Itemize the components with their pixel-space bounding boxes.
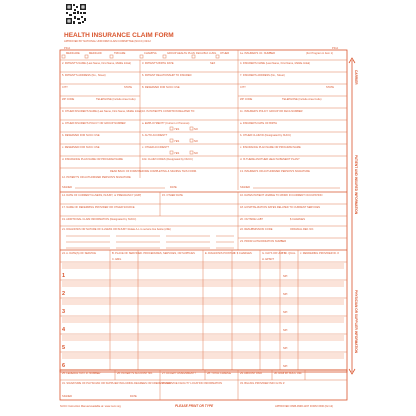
field-19: 19. ADDITIONAL CLAIM INFORMATION (Designated by NUCC) [62,218,137,221]
field-9: 9. OTHER INSURED'S NAME (Last Name, First Name, Middle Initial) [62,110,142,113]
physician-side-label: PHYSICIAN OR SUPPLIER INFORMATION [354,290,358,353]
approval-note: APPROVED BY NATIONAL UNIFORM CLAIM COMMITTEE (NUCC) 02/12 [64,40,151,43]
city-label-right: CITY [240,86,246,89]
field-27: 27. ACCEPT ASSIGNMENT? [162,372,196,375]
col-24a: 24. A. DATE(S) OF SERVICE [62,252,96,255]
npi-label: NPI [283,311,288,314]
signed-left: SIGNED [62,186,72,189]
field-3-sex: SEX [210,62,216,65]
field-15: 15. OTHER DATE [162,194,183,197]
field-11c: c. INSURANCE PLAN NAME OR PROGRAM NAME [240,146,301,149]
col-24c: C. EMG [112,258,122,261]
svg-text:MEDICARE: MEDICARE [66,52,80,55]
field-20: 20. OUTSIDE LAB? [240,218,263,221]
yes-10b: YES [174,140,180,143]
field-10: 10. IS PATIENT'S CONDITION RELATED TO: [142,110,196,113]
field-22-ref: ORIGINAL REF. NO. [290,228,314,231]
qr-code [66,4,86,24]
field-22: 22. RESUBMISSION CODE [240,228,273,231]
footer-right: APPROVED OMB-0938-1197 FORM 1500 (02-12) [275,405,334,408]
field-9a: a. OTHER INSURED'S POLICY OR GROUP NUMBER [62,122,126,125]
zip-label-left: ZIP CODE [62,98,75,101]
field-10b: b. AUTO ACCIDENT? [142,134,168,137]
read-back-note: READ BACK OF FORM BEFORE COMPLETING & SIGNING THIS FORM. [110,170,197,173]
line-number: 5 [62,345,66,351]
state-label-right: STATE [326,86,334,89]
carrier-label: CARRIER [354,70,358,85]
col-24f: F. $ CHARGES [234,252,252,255]
field-17: 17. NAME OF REFERRING PROVIDER OR OTHER SOURCE [62,206,135,209]
svg-text:CHAMPVA: CHAMPVA [144,52,157,55]
field-3: 3. PATIENT'S BIRTH DATE [142,62,174,65]
npi-label: NPI [283,293,288,296]
line-number: 6 [62,363,66,369]
yes-10a: YES [174,128,180,131]
service-lines [60,250,347,370]
npi-label: NPI [283,275,288,278]
form-title: HEALTH INSURANCE CLAIM FORM [64,32,174,39]
svg-text:TRICARE: TRICARE [114,52,126,55]
no-10b: NO [194,140,198,143]
field-2: 2. PATIENT'S NAME (Last Name, First Name, Middle Initial) [62,62,131,65]
program-checkboxes [62,51,229,58]
field-18: 18. HOSPITALIZATION DATES RELATED TO CURRENT SERVICES [240,206,321,209]
footer-left: NUCC Instruction Manual available at: www.nucc.org [60,405,121,408]
col-24i: I. ID. QUAL. [282,252,296,255]
zip-label-right: ZIP CODE [240,98,253,101]
tel-label-right: TELEPHONE (Include Area Code) [282,98,322,101]
field-9c: c. RESERVED FOR NUCC USE [62,146,100,149]
patient-side-label: PATIENT AND INSURED INFORMATION [354,155,358,215]
signed-right: SIGNED [240,186,250,189]
field-9b: b. RESERVED FOR NUCC USE [62,134,100,137]
footer-center: PLEASE PRINT OR TYPE [175,404,214,408]
line-number: 2 [62,291,66,297]
field-32: 32. SERVICE FACILITY LOCATION INFORMATION [162,382,223,385]
field-16: 16. DATES PATIENT UNABLE TO WORK IN CURRENT OCCUPATION [240,194,323,197]
tel-label-left: TELEPHONE (Include Area Code) [96,98,136,101]
field-33: 33. BILLING PROVIDER INFO & PH # [240,382,285,385]
insured-id-label: 1a. INSURED'S I.D. NUMBER [240,52,275,55]
col-24j: J. RENDERING PROVIDER ID. # [300,252,339,255]
field-26: 26. PATIENT'S ACCOUNT NO. [117,372,153,375]
field-5: 5. PATIENT'S ADDRESS (No., Street) [62,74,106,77]
field-20-charges: $ CHARGES [290,218,305,221]
npi-label: NPI [283,329,288,332]
field-11d: d. IS THERE ANOTHER HEALTH BENEFIT PLAN? [240,158,300,161]
svg-text:GROUP HEALTH PLAN: GROUP HEALTH PLAN [167,52,195,55]
npi-label: NPI [283,365,288,368]
diagnosis-lines [66,236,234,248]
field-8: 8. RESERVED FOR NUCC USE [142,86,180,89]
field-11: 11. INSURED'S POLICY GROUP OR FECA NUMBER [240,110,303,113]
col-24g: G. DAYS OR UNITS [262,252,286,255]
city-label-left: CITY [62,86,68,89]
field-14: 14. DATE OF CURRENT ILLNESS, INJURY, or PREGNANCY (LMP) [62,194,142,197]
pica-left: PICA [64,47,71,50]
line-number: 3 [62,309,66,315]
yes-10c: YES [174,152,180,155]
field-23: 23. PRIOR AUTHORIZATION NUMBER [240,240,287,243]
field-25: 25. FEDERAL TAX I.D. NUMBER [62,372,101,375]
field-29: 29. AMOUNT PAID [240,372,262,375]
svg-text:OTHER: OTHER [220,52,230,55]
no-10c: NO [194,152,198,155]
field-12: 12. PATIENT'S OR AUTHORIZED PERSON'S SIGNATURE [62,176,131,179]
field-31: 31. SIGNATURE OF PHYSICIAN OR SUPPLIER INCLUDING DEGREES OR CREDENTIALS [62,382,171,385]
col-24d: D. PROCEDURES, SERVICES, OR SUPPLIES [140,252,195,255]
svg-text:FECA BLK LUNG: FECA BLK LUNG [196,52,217,55]
svg-text:MEDICAID: MEDICAID [89,52,102,55]
signed-31: SIGNED [62,395,72,398]
field-11b: b. OTHER CLAIM ID (Designated by NUCC) [240,134,292,137]
field-9d: d. INSURANCE PLAN NAME OR PROGRAM NAME [62,158,123,161]
field-28: 28. TOTAL CHARGE [207,372,232,375]
field-21: 21. DIAGNOSIS OR NATURE OF ILLNESS OR INJURY Relate A-L to service line below (24E) [62,228,171,231]
field-11a: a. INSURED'S DATE OF BIRTH [240,122,278,125]
no-10a: NO [194,128,198,131]
field-10d: 10d. CLAIM CODES (Designated by NUCC) [142,158,193,161]
pica-right: PICA [332,47,339,50]
date-31: DATE [130,395,137,398]
line-number: 1 [62,273,66,279]
field-7: 7. INSURED'S ADDRESS (No., Street) [240,74,285,77]
date-left: DATE [170,186,177,189]
field-4: 4. INSURED'S NAME (Last Name, First Name, Middle Initial) [240,62,310,65]
field-30: 30. Rsvd for NUCC Use [274,372,302,375]
col-24h: H. EPSDT [262,258,274,261]
insured-id-note: (For Program in Item 1) [306,52,333,55]
col-24b: B. PLACE OF SERVICE [112,252,141,255]
field-10a: a. EMPLOYMENT? (Current or Previous) [142,122,190,125]
field-10c: c. OTHER ACCIDENT? [142,146,170,149]
field-6: 6. PATIENT RELATIONSHIP TO INSURED [142,74,192,77]
line-number: 4 [62,327,66,333]
state-label-left: STATE [124,86,132,89]
npi-label: NPI [283,347,288,350]
field-13: 13. INSURED'S OR AUTHORIZED PERSON'S SIGNATURE [240,170,310,173]
col-24e: E. DIAGNOSIS POINTER [205,252,235,255]
